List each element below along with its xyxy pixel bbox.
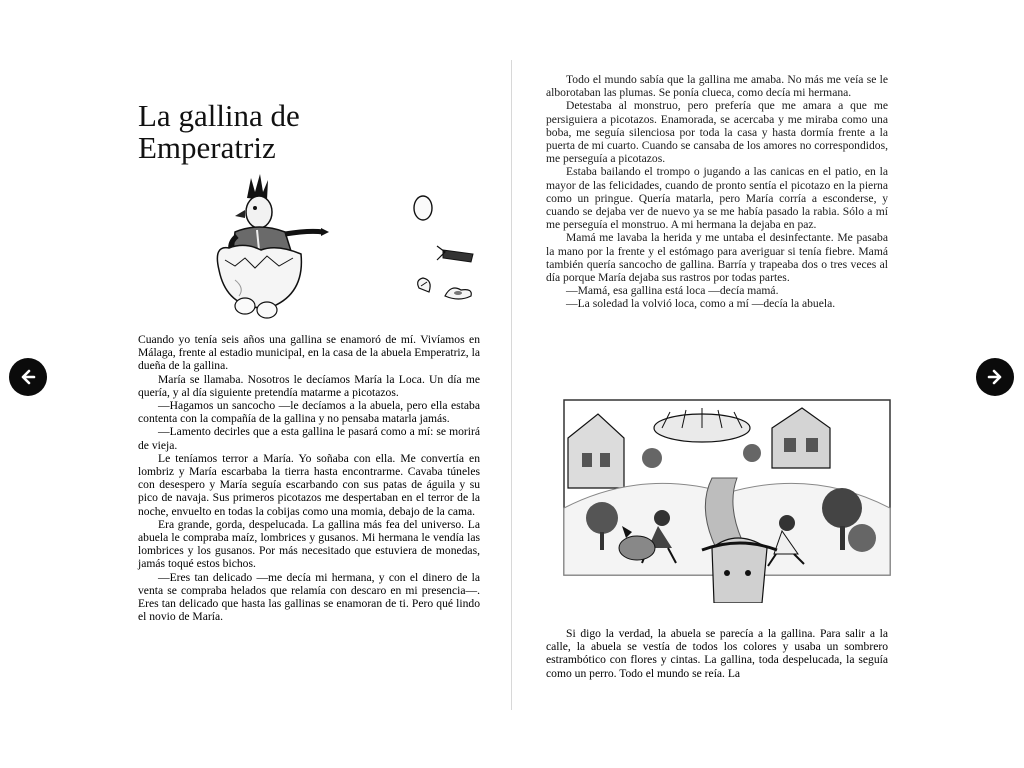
paragraph: Cuando yo tenía seis años una gallina se enamoró de mí. Vivíamos en Málaga, frente al estadio municipal, en la casa de la abuela Emperatriz, la dueña de la gallina. [138, 333, 480, 373]
title-line-2: Emperatriz [138, 130, 276, 165]
paragraph: Mamá me lavaba la herida y me untaba el desinfectante. Me pasaba la mano por la frente y el estómago para averiguar si tenía fiebre. Mamá también quería sancocho de gallina. Barría y trapeaba dos o tres veces al día porque María dejaba sus rastros por todas partes. [546, 231, 888, 285]
left-page-header [138, 100, 480, 164]
paragraph: —La soledad la volvió loca, como a mí —decía la abuela. [566, 297, 836, 311]
paragraph: —Hagamos un sancocho —le decíamos a la abuela, pero ella estaba contenta con la compañía de la gallina y no pensaba matarla jamás. [138, 399, 480, 426]
title-line-1: La gallina de [138, 98, 300, 133]
paragraph: —Eres tan delicado —me decía mi hermana, y con el dinero de la venta se compraba helados que relamía con descaro en mi presencia—. Eres tan delicado que hasta las gallinas se enamoran de ti. Pero qué lindo el novio de María. [138, 570, 480, 624]
right-page-bottom-text [546, 627, 888, 680]
paragraph: Le teníamos terror a María. Yo soñaba con ella. Me convertía en lombriz y María escarbaba la tierra hasta encontrarme. Cavaba túneles con desespero y María seguía escarbando con sus patas de águila y su pico de navaja. Sus primeros picotazos me despertaban en el terror de la noche, envuelto en todas la cobijas como una momia, debajo de la cama. [138, 451, 480, 518]
paragraph: Era grande, gorda, despelucada. La gallina más fea del universo. La abuela le compraba maíz, lombrices y gusanos. Mi hermana le vendía las lombrices y los gusanos. Por más necesitado que estuviera de monedas, jamás toqué estos bichos. [138, 517, 480, 571]
village-illustration [562, 398, 892, 603]
previous-page-button[interactable] [9, 358, 47, 396]
story-title [138, 100, 480, 164]
arrow-right-icon [986, 368, 1004, 386]
paragraph: María se llamaba. Nosotros le decíamos María la Loca. Un día me quería, y al día siguiente pretendía matarme a picotazos. [138, 372, 480, 399]
arrow-left-icon [19, 368, 37, 386]
right-page-text [546, 73, 888, 311]
next-page-button[interactable] [976, 358, 1014, 396]
paragraph: Si digo la verdad, la abuela se parecía a la gallina. Para salir a la calle, la abuela se vestía de todos los colores y usaba un sombrero estrambótico con flores y cintas. La gallina, toda despelucada, la seguía como un perro. Todo el mundo se reía. La [546, 627, 888, 680]
paragraph: Estaba bailando el trompo o jugando a las canicas en el patio, en la mayor de las felicidades, cuando de pronto sentía el picotazo en la pierna como un pringue. Quería matarla, pero María corría a esconderse, y cuando se dejaba ver de nuevo ya se me había pasado la rabia. Sólo a mí me perseguía el monstruo. A mi hermana la dejaba en paz. [546, 165, 888, 232]
hen-illustration [205, 170, 490, 320]
left-page-text [138, 333, 480, 623]
paragraph: —Mamá, esa gallina está loca —decía mamá. [566, 284, 779, 298]
paragraph: Detestaba al monstruo, pero prefería que me amara a que me persiguiera a picotazos. Enamorada, se acercaba y me miraba como una boba, me seguía silenciosa por toda la casa y hasta dormía frente a la puerta de mi cuarto. Cuando se cansaba de los amores no correspondidos, me perseguía a picotazos. [546, 99, 888, 166]
book-spine [511, 60, 512, 710]
paragraph: Todo el mundo sabía que la gallina me amaba. No más me veía se le alborotaban las plumas. Se ponía clueca, como decía mi hermana. [546, 73, 888, 100]
paragraph: —Lamento decirles que a esta gallina le pasará como a mí: se morirá de vieja. [138, 425, 480, 452]
